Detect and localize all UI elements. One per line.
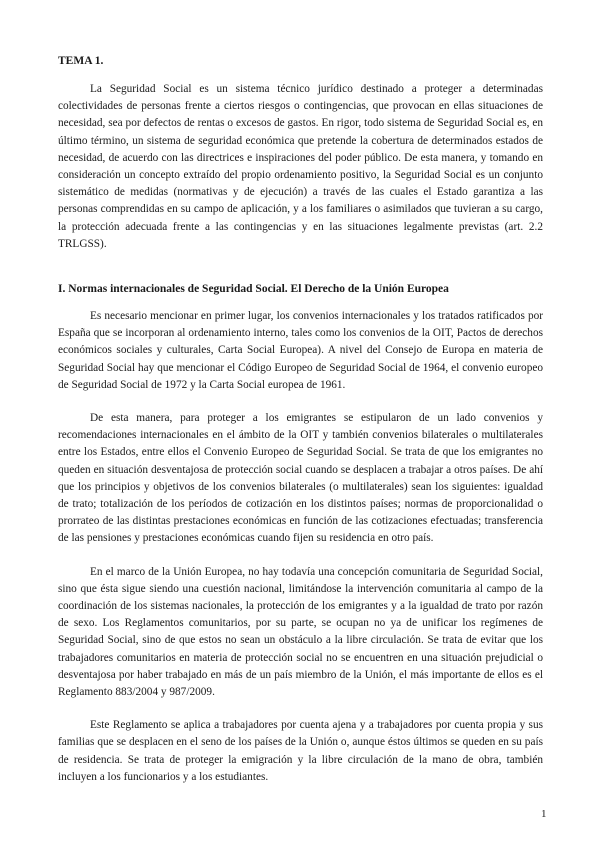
paragraph-3: En el marco de la Unión Europea, no hay todavía una concepción comunitaria de Seguridad Social, sino que ésta sigue siendo una cuestión nacional, limitándose la intervención comunitaria al campo de la coordinación de los sistemas nacionales, la protección de los emigrantes y a la igualdad de trato por razón de sexo. Los Reglamentos comunitarios, por su parte, se ocupan no ya de unificar los regímenes de Seguridad Social, sino de que estos no sean un obstáculo a la libre circulación. Se trata de evitar que los trabajadores comunitarios en materia de protección social no se encuentren en una situación prejudicial o desventajosa por haber trabajado en más de un país miembro de la Unión, el más importante de ellos es el Reglamento 883/2004 y 987/2009.: [58, 565, 543, 699]
intro-paragraph: La Seguridad Social es un sistema técnico jurídico destinado a proteger a determinadas colectividades de personas frente a ciertos riesgos o contingencias, que provocan en ellas situaciones de necesidad, sea por defectos de rentas o excesos de gastos. En rigor, todo sistema de Seguridad Social es, en último término, un sistema de seguridad económica que pretende la cobertura de determinados estados de necesidad, de acuerdo con las directrices e inspiraciones del poder público. De esta manera, y tomando en consideración un concepto extraído del propio ordenamiento positivo, la Seguridad Social es un conjunto sistemático de medidas (normativas y de ejecución) a través de las cuales el Estado garantiza a las personas comprendidas en su campo de aplicación, y a los familiares o asimilados que tuvieran a su cargo, la protección adecuada frente a las contingencias y en las situaciones legalmente previstas (art. 2.2 TRLGSS).: [58, 83, 543, 250]
paragraph-2: De esta manera, para proteger a los emigrantes se estipularon de un lado convenios y recomendaciones internacionales en el ámbito de la OIT y también convenios bilaterales o multilaterales entre los Estados, entre ellos el Convenio Europeo de Seguridad Social. Se trata de que los emigrantes no queden en situación desventajosa de protección social cuando se desplacen a trabajar a otros países. De ahí que los principios y objetivos de los convenios bilaterales (o multilaterales) sean los siguientes: igualdad de trato; totalización de los períodos de cotización en los distintos países; normas de proporcionalidad o prorrateo de las distintas prestaciones económicas en función de las cotizaciones efectuadas; transferencia de las pensiones y prestaciones económicas cuando fijen su residencia en otro país.: [58, 412, 543, 545]
paragraph-4: Este Reglamento se aplica a trabajadores por cuenta ajena y a trabajadores por cuenta propia y sus familias que se desplacen en el seno de los países de la Unión o, aunque éstos últimos se queden en su país de residencia. Se trata de proteger la emigración y la libre circulación de la mano de obra, también incluyen a los funcionarios y a los estudiantes.: [58, 719, 543, 783]
section-body: [58, 308, 543, 802]
intro-block: [58, 81, 543, 269]
paragraph-1: Es necesario mencionar en primer lugar, los convenios internacionales y los tratados ratificados por España que se incorporan al ordenamiento interno, tales como los convenios de la OIT, Pactos de derechos económicos sociales y culturales, Carta Social Europea). A nivel del Consejo de Europa en materia de Seguridad Social hay que mencionar el Código Europeo de Seguridad Social de 1964, el convenio europeo de Seguridad Social de 1972 y la Carta Social europea de 1961.: [58, 310, 543, 391]
section-heading: I. Normas internacionales de Seguridad Social. El Derecho de la Unión Europea: [58, 283, 449, 295]
document-title: TEMA 1.: [58, 55, 104, 67]
page-number: 1: [541, 808, 547, 820]
